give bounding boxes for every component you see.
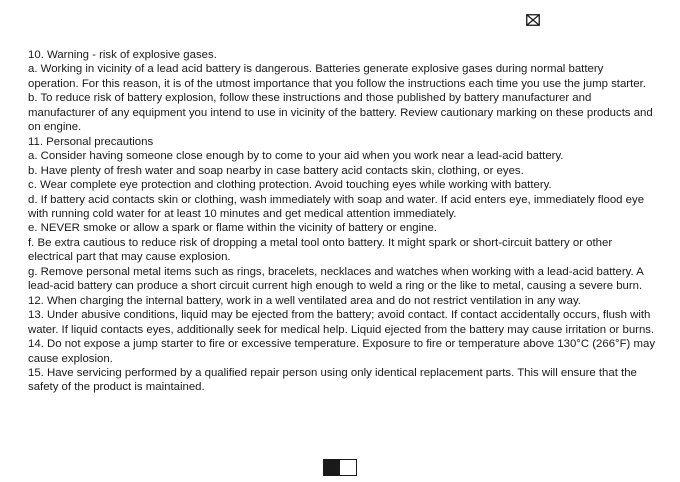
paragraph-11g: g. Remove personal metal items such as rings, bracelets, necklaces and watches when working with a lead-acid battery. A lead-acid battery can produce a short circuit current high enough to weld a ring or the like to metal, causing a severe burn. <box>28 265 644 293</box>
paragraph-15: 15. Have servicing performed by a qualified repair person using only identical replacement parts. This will ensure that the safety of the product is maintained. <box>28 366 637 394</box>
crossed-envelope-icon <box>526 14 540 26</box>
paragraph-11f: f. Be extra cautious to reduce risk of dropping a metal tool onto battery. It might spark or short-circuit battery or other electrical part that may cause explosion. <box>28 236 613 264</box>
page-indicator-empty-half <box>340 460 356 475</box>
paragraph-13: 13. Under abusive conditions, liquid may be ejected from the battery; avoid contact. If contact accidentally occurs, flush with water. If liquid contacts eyes, additionally seek for medical help. Liquid ejected from the battery may cause irritation or burns. <box>28 309 655 336</box>
paragraph-12: 12. When charging the internal battery, work in a well ventilated area and do not restrict ventilation in any way. <box>28 294 581 307</box>
paragraph-11e: e. NEVER smoke or allow a spark or flame within the vicinity of battery or engine. <box>28 222 437 235</box>
paragraph-14: 14. Do not expose a jump starter to fire or excessive temperature. Exposure to fire or temperature above 130°C (266°F) may cause explosion. <box>28 338 656 365</box>
page-indicator <box>323 459 357 476</box>
safety-instructions-text <box>28 48 656 395</box>
section-heading-11: 11. Personal precautions <box>28 135 154 148</box>
paragraph-10a: a. Working in vicinity of a lead acid battery is dangerous. Batteries generate explosive gases during normal battery operation. For this reason, it is of the utmost importance that you follow the instructions each time you use the jump starter. <box>28 63 646 90</box>
paragraph-11a: a. Consider having someone close enough by to come to your aid when you work near a lead-acid battery. <box>28 150 564 163</box>
paragraph-11d: d. If battery acid contacts skin or clothing, wash immediately with soap and water. If acid enters eye, immediately flood eye with running cold water for at least 10 minutes and get medical attention immediately. <box>28 193 645 220</box>
paragraph-11b: b. Have plenty of fresh water and soap nearby in case battery acid contacts skin, clothing, or eyes. <box>28 164 524 177</box>
paragraph-10b: b. To reduce risk of battery explosion, follow these instructions and those published by battery manufacturer and manufacturer of any equipment you intend to use in vicinity of the battery. Review cautionary marking on these products and on engine. <box>28 92 653 134</box>
paragraph-11c: c. Wear complete eye protection and clothing protection. Avoid touching eyes while working with battery. <box>28 179 552 192</box>
section-heading-10: 10. Warning - risk of explosive gases. <box>28 49 217 61</box>
page-indicator-filled-half <box>324 460 340 475</box>
